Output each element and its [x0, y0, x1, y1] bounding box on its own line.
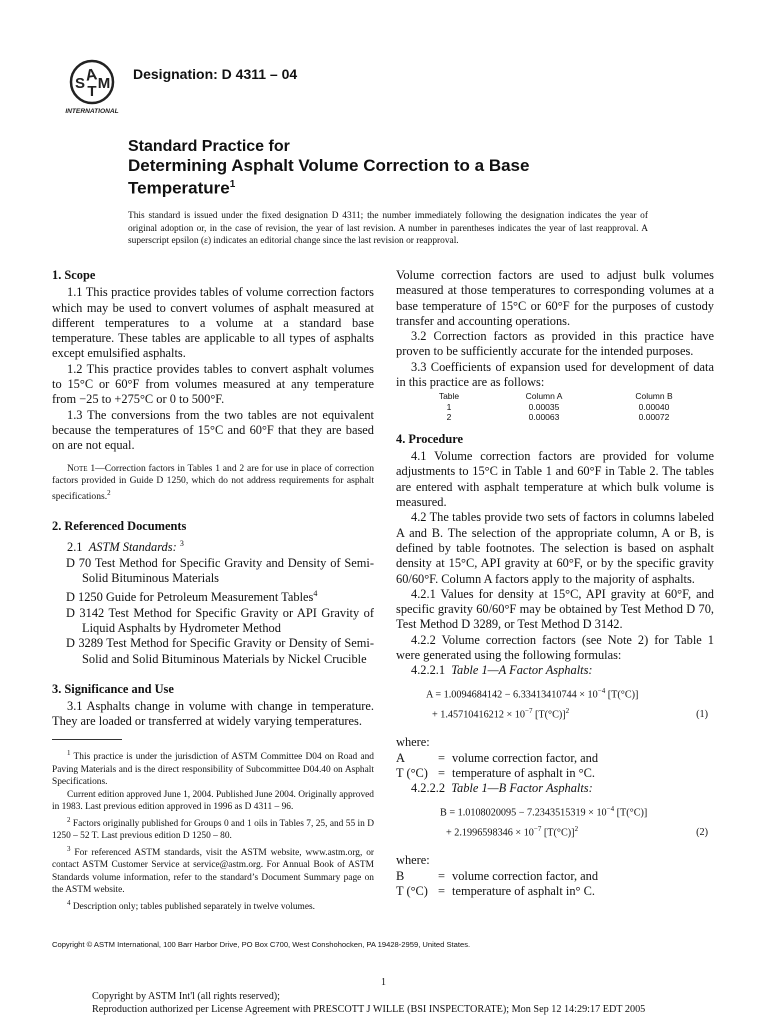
para-4-2-2-1: 4.2.2.1 Table 1—A Factor Asphalts:	[411, 663, 593, 678]
footnote: $^4$ Description only; tables published separately in twelve volumes.	[67, 898, 315, 912]
document-title	[128, 137, 648, 198]
equation-2: $B = 1.0108020095 - 7.2343515319 \times 10^{-4}$ [T(°C)] + $2.1996598346 \times 10^{-7}$ $[T(^\circ C)]^2$ (2)	[440, 801, 714, 842]
ref-item: D 3142 Test Method for Specific Gravity or API Gravity of Liquid Asphalts by Hydrometer Method	[66, 605, 374, 635]
table-row: 1 0.00035 0.00040	[446, 401, 670, 412]
note-1: Note 1—Correction factors in Tables 1 and 2 are for use in place of correction factors provided in Guide D 1250, which do not address requirements for asphalt specifications.$^2$	[52, 462, 374, 503]
section-1-heading: 1. Scope	[52, 268, 96, 282]
para-4-2: 4.2 The tables provide two sets of factors in columns labeled A and B. The selection of the appropriate column, A or B, is defined by table footnotes. The selection is based on asphalt density at 15°C, API gravity at 60°F, or by the specific gravity 60/60°F. Column A factors apply to the majority of asphalts.	[396, 510, 714, 586]
ref-item: D 3289 Test Method for Specific Gravity or Density of Semi-Solid and Solid Bituminous Materials by Nickel Crucible	[66, 636, 374, 666]
para-4-1: 4.1 Volume correction factors are provided for volume adjustments to 15°C in Table 1 and 60°F in Table 2. The tables are entered with asphalt temperature at which bulk volume is measured.	[396, 449, 714, 510]
para-3-3: 3.3 Coefficients of expansion used for development of data in this practice are as follows:	[396, 359, 714, 390]
astm-logo	[60, 58, 124, 116]
left-column	[52, 268, 374, 730]
footnote: $^3$ For referenced ASTM standards, visit the ASTM website, www.astm.org, or contact ASTM Customer Service at service@astm.org. For Annual Book of ASTM Standards volume information, refer to the standard’s Document Summary page on the ASTM website.	[52, 844, 375, 896]
footnotes	[52, 747, 374, 914]
para-3-2: 3.2 Correction factors as provided in this practice have proven to be sufficiently accurate for the intended purposes.	[396, 329, 714, 359]
table-row: B = volume correction factor, and	[396, 868, 599, 883]
astm-logo-icon	[60, 58, 124, 116]
para-1-2: 1.2 This practice provides tables to convert asphalt volumes to 15°C or 60°F from volumes measured at any temperature from −25 to +275°C or 0 to 500°F.	[52, 361, 374, 407]
equation-number: (2)	[696, 827, 708, 839]
section-2-heading: 2. Referenced Documents	[52, 518, 187, 533]
table-row: 2 0.00063 0.00072	[446, 412, 670, 423]
ref-item: D 1250 Guide for Petroleum Measurement Tables$^4$	[66, 589, 318, 605]
designation: Designation: D 4311 – 04	[133, 66, 298, 82]
where-label: where:	[396, 853, 430, 868]
footnote: Current edition approved June 1, 2004. Published June 2004. Originally approved in 1983. Last previous edition approved in 1996 as D 4311 – 96.	[52, 789, 374, 813]
svg-text:T: T	[87, 83, 97, 100]
astm-standards-label: 2.1 ASTM Standards: $^3$	[67, 539, 184, 555]
section-3-heading: 3. Significance and Use	[52, 681, 174, 696]
title-line-3: Temperature$^1$	[128, 178, 236, 198]
right-column	[396, 268, 714, 899]
para-3-1: 3.1 Asphalts change in volume with change in temperature. They are loaded or transferred at widely varying temperatures.	[52, 699, 374, 729]
coefficient-table-header: Table Column A Column B	[438, 391, 673, 402]
para-1-3: 1.3 The conversions from the two tables are not equivalent because the temperatures of 15°C and 60°F that they are based on are not equal.	[52, 407, 374, 453]
where-table-2	[396, 869, 598, 900]
intro-paragraph: This standard is issued under the fixed designation D 4311; the number immediately following the designation indicates the year of original adoption or, in the case of revision, the year of last revision. A number in parentheses indicates the year of last reapproval. A superscript epsilon (ε) indicates an editorial change since the last revision or reapproval.	[128, 211, 648, 247]
para-4-2-1: 4.2.1 Values for density at 15°C, API gravity at 60°F, and specific gravity 60/60°F may be obtained by Test Method D 70, Test Method D 3289, or Test Method D 3142.	[396, 586, 714, 632]
table-row: T (°C) = temperature of asphalt in °C.	[396, 766, 595, 780]
title-footnote-mark: 1	[229, 179, 236, 190]
page-number: 1	[381, 977, 386, 988]
para-4-2-2: 4.2.2 Volume correction factors (see Note 2) for Table 1 were generated using the following formulas:	[396, 632, 714, 663]
footnote-rule	[52, 739, 122, 740]
para-4-2-2-2: 4.2.2.2 Table 1—B Factor Asphalts:	[411, 781, 593, 796]
svg-text:A: A	[84, 66, 99, 85]
coefficient-table	[414, 391, 704, 423]
where-table-1	[396, 751, 598, 782]
table-row: A = volume correction factor, and	[396, 750, 599, 765]
title-line-1: Standard Practice for	[128, 138, 290, 155]
svg-text:INTERNATIONAL: INTERNATIONAL	[65, 108, 119, 115]
footnote: $^1$ This practice is under the jurisdiction of ASTM Committee D04 on Road and Paving Materials and is the direct responsibility of Subcommittee D04.40 on Asphalt Specifications.	[52, 749, 374, 788]
where-label: where:	[396, 735, 430, 750]
footnote: $^2$ Factors originally published for Groups 0 and 1 oils in Tables 7, 25, and 55 in D 1250 – 52 T. Last previous edition D 1250 – 80.	[52, 815, 374, 842]
para-3-1-continued: Volume correction factors are used to adjust bulk volumes measured at those temperatures to corresponding volumes at a base temperature of 15°C or 60°F for the purposes of custody transfer and accounting operations.	[396, 268, 714, 328]
table-row: T (°C) = temperature of asphalt in° C.	[396, 883, 595, 898]
copyright-line: Copyright © ASTM International, 100 Barr Harbor Drive, PO Box C700, West Conshohocken, PA 19428-2959, United States.	[52, 940, 471, 949]
reproduction-notice: Copyright by ASTM Int'l (all rights reserved); Reproduction authorized per License Agreement with PRESCOTT J WILLE (BSI INSPECTORATE); Mon Sep 12 14:29:17 EDT 2005	[92, 991, 646, 1015]
title-line-2: Determining Asphalt Volume Correction to a Base	[128, 156, 530, 175]
svg-text:S: S	[74, 75, 86, 92]
equation-1: $A = 1.0094684142 - 6.33413410744 \times 10^{-4}$ [T(°C)] + $1.45710416212 \times 10^{-7}$ $[T(^\circ C)]^2$ (1)	[426, 683, 714, 724]
section-4-heading: 4. Procedure	[396, 431, 463, 446]
equation-number: (1)	[696, 709, 708, 721]
para-1-1: 1.1 This practice provides tables of volume correction factors which may be used to convert volumes of asphalt measured at different temperatures to a volume at a standard base temperature. These tables are applicable to all types of asphalts except emulsified asphalts.	[52, 285, 374, 361]
svg-text:M: M	[97, 75, 111, 92]
ref-item: D 70 Test Method for Specific Gravity and Density of Semi-Solid Bituminous Materials	[66, 555, 374, 585]
